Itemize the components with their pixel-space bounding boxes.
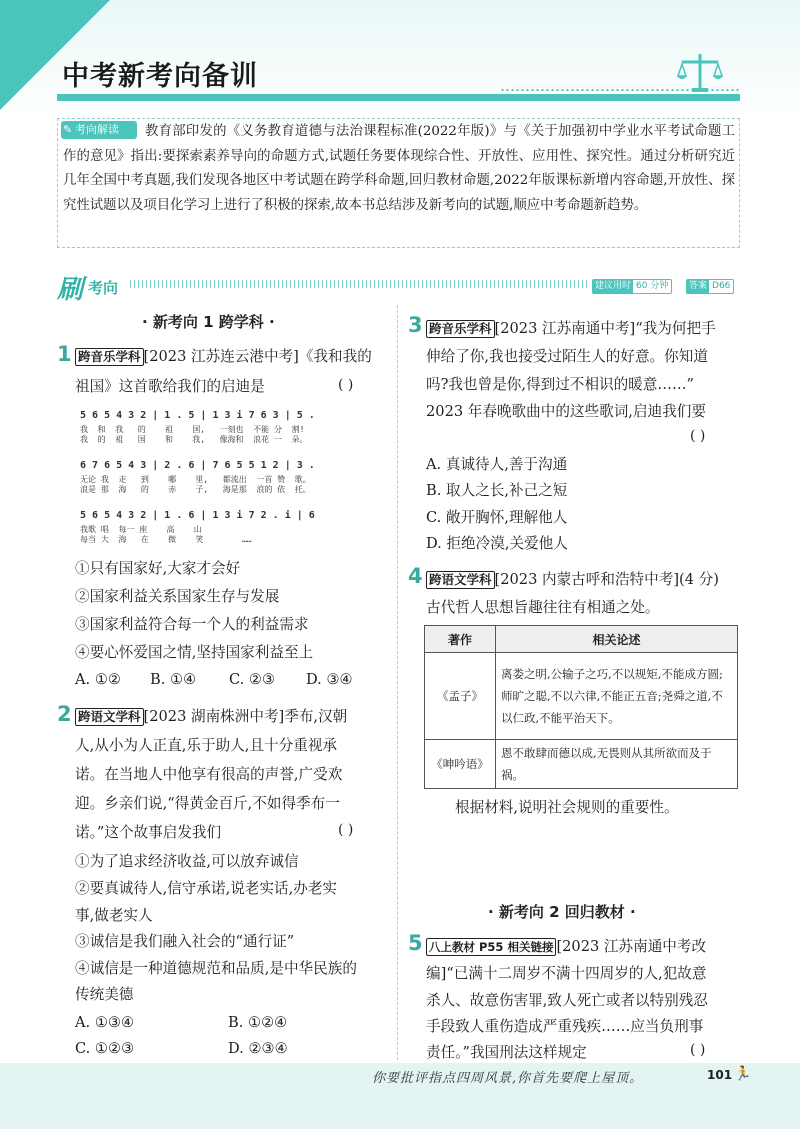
q5-line: 杀人、故意伤害罪,致人死亡或者以特别残忍: [426, 992, 708, 1009]
q4-ask: 根据材料,说明社会规则的重要性。: [455, 799, 679, 816]
q2-option: ③诚信是我们融入社会的“通行证”: [75, 933, 295, 950]
shua-divider: [130, 280, 588, 288]
question-number: 4: [408, 564, 423, 588]
table-row: [425, 740, 738, 789]
answer-paren: ( ): [690, 428, 706, 444]
table-header: 相关论述: [496, 626, 738, 653]
table-cell-text: 恩不敢肆而德以成,无畏则从其所欲而及于祸。: [496, 740, 738, 789]
table-header: 著作: [425, 626, 496, 653]
q4-line: 跨语文学科 [2023 内蒙古呼和浩特中考](4 分): [426, 567, 719, 593]
question-number: 1: [57, 342, 72, 366]
q3-choice-d[interactable]: D. 拒绝冷漠,关爱他人: [426, 535, 568, 552]
q3-choice-a[interactable]: A. 真诚待人,善于沟通: [426, 456, 568, 473]
q2-option: 传统美德: [75, 986, 134, 1003]
textbook-tag: 八上教材 P55 相关链接: [426, 938, 556, 956]
intro-tag-label: 考向解读: [75, 123, 119, 136]
q2-line: 人,从小为人正直,乐于助人,且十分重视承: [75, 737, 338, 754]
score-notes: 5 6 5 4 3 2 | 1 . 6 | 1 3 i 7 2 . i | 6: [80, 510, 315, 521]
score-row: [80, 453, 370, 497]
answer-badge: 答案 D66: [686, 279, 734, 294]
q2-option: ②要真诚待人,信守承诺,说老实话,办老实: [75, 880, 338, 897]
suggested-time-badge: 建议用时 60 分钟: [592, 279, 672, 294]
score-lyrics: 浪是 那 海 的 赤 子, 海是那 浪的 依 托。: [80, 485, 311, 494]
q5-line: 手段致人重伤造成严重残疾……应当负刑事: [426, 1018, 704, 1035]
q1-option: ③国家利益符合每一个人的利益需求: [75, 616, 309, 633]
pen-icon: ✎: [63, 123, 73, 136]
page-number: 101: [707, 1068, 733, 1082]
table-cell-text: 离娄之明,公输子之巧,不以规矩,不能成方圆;师旷之聪,不以六律,不能正五音;尧舜之道,不以仁政,不能平治天下。: [496, 653, 738, 740]
subject-tag: 跨音乐学科: [75, 348, 144, 366]
score-lyrics: 无论 我 走 到 哪 里, 都流出 一首 赞 歌。: [80, 475, 311, 484]
q2-line: 迎。乡亲们说,“得黄金百斤,不如得季布一: [75, 795, 340, 812]
score-notes: 5 6 5 4 3 2 | 1 . 5 | 1 3 i 7 6 3 | 5 .: [80, 410, 315, 421]
score-row: [80, 403, 370, 447]
q2-option: ④诚信是一种道德规范和品质,是中华民族的: [75, 960, 357, 977]
score-lyrics: 每当 大 海 在 微 笑 ……: [80, 535, 252, 544]
column-divider: [397, 305, 398, 1060]
shua-sub: 考向: [88, 279, 119, 297]
q1-choice-b[interactable]: B. ①④: [150, 671, 197, 688]
answer-paren: ( ): [338, 377, 354, 393]
q2-choice-d[interactable]: D. ②③④: [228, 1040, 288, 1057]
table-row: [425, 653, 738, 740]
table-header-row: [425, 626, 738, 653]
q1-choice-d[interactable]: D. ③④: [306, 671, 353, 688]
q1-option: ②国家利益关系国家生存与发展: [75, 588, 280, 605]
q2-choice-c[interactable]: C. ①②③: [75, 1040, 135, 1057]
q5-line: 八上教材 P55 相关链接 [2023 江苏南通中考改: [426, 934, 706, 960]
question-number: 3: [408, 313, 423, 337]
q2-choice-a[interactable]: A. ①③④: [75, 1014, 135, 1031]
scales-icon: [676, 50, 724, 94]
q3-choice-c[interactable]: C. 敞开胸怀,理解他人: [426, 509, 568, 526]
page-title: 中考新考向备训: [62, 61, 258, 92]
score-lyrics: 我 和 我 的 祖 国, 一刻也 不能 分 割!: [80, 425, 305, 434]
q3-line: 跨音乐学科 [2023 江苏南通中考]“我为何把手: [426, 316, 716, 342]
subject-tag: 跨音乐学科: [426, 320, 495, 338]
q1-option: ④要心怀爱国之情,坚持国家利益至上: [75, 644, 314, 661]
q1-choice-a[interactable]: A. ①②: [75, 671, 121, 688]
section-title-1: · 新考向 1 跨学科 ·: [142, 313, 275, 331]
shua-logo: 刷: [57, 275, 84, 305]
q4-line: 古代哲人思想旨趣往往有相通之处。: [426, 599, 660, 616]
score-notes: 6 7 6 5 4 3 | 2 . 6 | 7 6 5 5 1 2 | 3 .: [80, 460, 315, 471]
subject-tag: 跨语文学科: [426, 571, 495, 589]
q2-option: 事,做老实人: [75, 907, 153, 924]
score-lyrics: 我歌 唱 每一 座 高 山: [80, 525, 202, 534]
q3-line: 2023 年春晚歌曲中的这些歌词,启迪我们要: [426, 403, 706, 420]
answer-paren: ( ): [338, 822, 354, 838]
q1-line1: 跨音乐学科 [2023 江苏连云港中考]《我和我的: [75, 344, 372, 370]
music-score: [80, 399, 370, 551]
q3-line: 伸给了你,我也接受过陌生人的好意。你知道: [426, 348, 708, 365]
section-title-2: · 新考向 2 回归教材 ·: [488, 903, 636, 921]
q2-line: 诺。在当地人中他享有很高的声誉,广受欢: [75, 766, 343, 783]
q5-line: 编]“已满十二周岁不满十四周岁的人,犯故意: [426, 965, 707, 982]
q4-table: [424, 625, 738, 789]
intro-text: 教育部印发的《义务教育道德与法治课程标准(2022年版)》与《关于加强初中学业水平考试命题工作的意见》指出:要探索素养导向的命题方式,试题任务要体现综合性、开放性、应用性、探究性。通过分析研究近几年全国中考真题,我们发现各地区中考试题在跨学科命题,回归教材命题,2022年版课标新增内容命题,开放性、探究性试题以及项目化学习上进行了积极的探索,故本书总结涉及新考向的试题,顺应中考命题新趋势。: [63, 124, 735, 213]
table-cell-work: 《孟子》: [425, 653, 496, 740]
footer-motto: 你要批评指点四周风景,你首先要爬上屋顶。: [372, 1071, 644, 1086]
q3-choice-b[interactable]: B. 取人之长,补己之短: [426, 482, 568, 499]
question-number: 5: [408, 931, 423, 955]
question-number: 2: [57, 702, 72, 726]
table-cell-work: 《呻吟语》: [425, 740, 496, 789]
subject-tag: 跨语文学科: [75, 708, 144, 726]
q2-line: 跨语文学科 [2023 湖南株洲中考]季布,汉朝: [75, 704, 347, 730]
score-row: [80, 503, 370, 547]
q1-line2: 祖国》这首歌给我们的启迪是: [75, 378, 265, 395]
header-bar: [57, 94, 740, 101]
q2-choice-b[interactable]: B. ①②④: [228, 1014, 288, 1031]
q3-line: 吗?我也曾是你,得到过不相识的暖意……”: [426, 376, 695, 393]
q1-choice-c[interactable]: C. ②③: [229, 671, 276, 688]
runner-icon: 🏃: [734, 1066, 752, 1082]
q5-line: 责任。”我国刑法这样规定: [426, 1044, 587, 1061]
answer-paren: ( ): [690, 1042, 706, 1058]
q1-option: ①只有国家好,大家才会好: [75, 560, 241, 577]
q2-line: 诺。”这个故事启发我们: [75, 824, 222, 841]
q2-option: ①为了追求经济收益,可以放弃诚信: [75, 853, 299, 870]
score-lyrics: 我 的 祖 国 和 我, 像海和 浪花 一 朵。: [80, 435, 308, 444]
